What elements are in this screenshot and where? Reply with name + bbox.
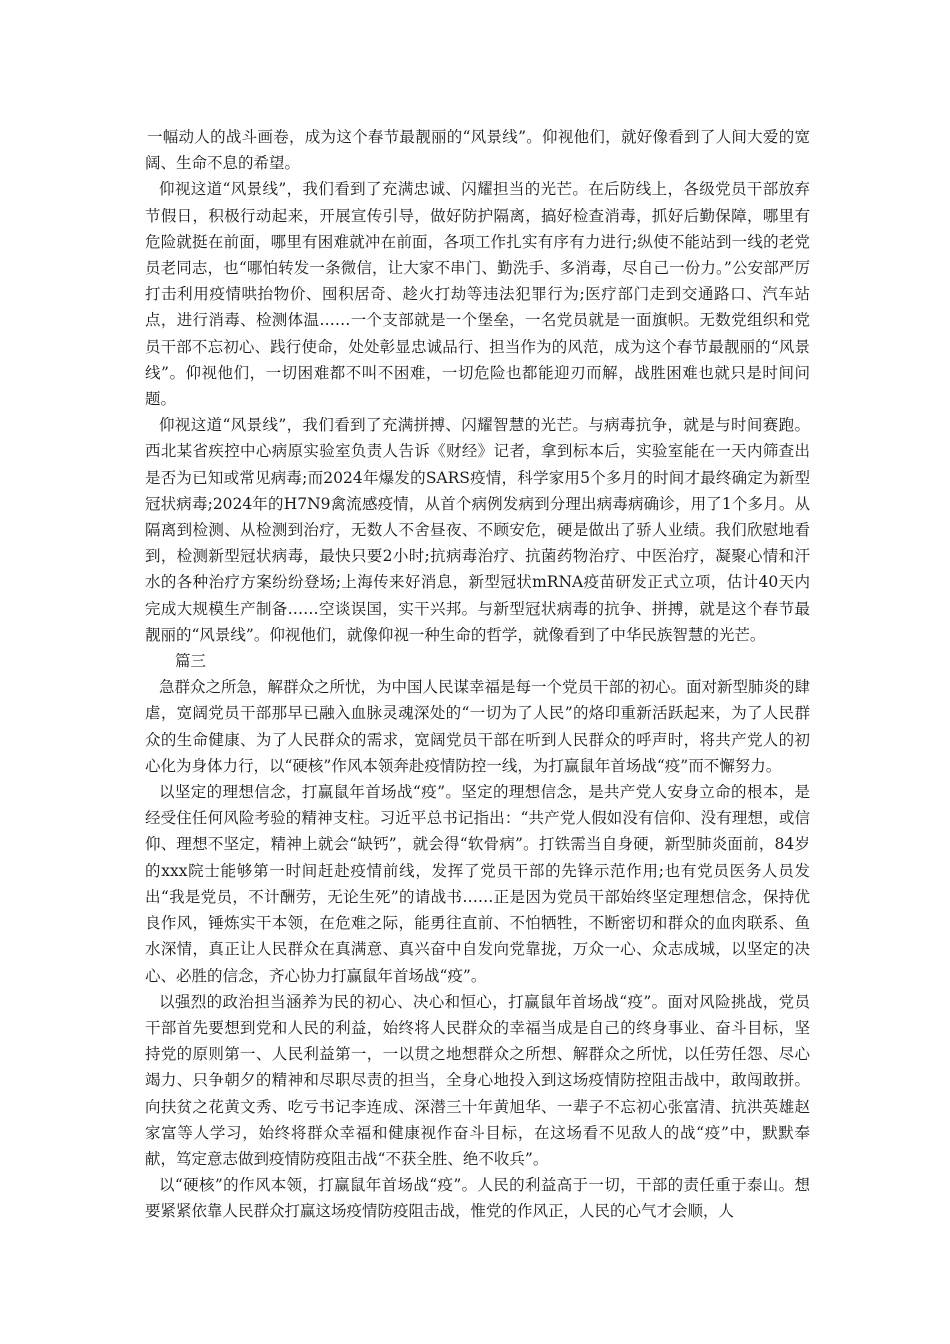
paragraph: 一幅动人的战斗画卷，成为这个春节最靓丽的“风景线”。仰视他们，就好像看到了人间大爱的宽阔、生命不息的希望。 <box>145 128 810 173</box>
paragraph: 以“硬核”的作风本领，打赢鼠年首场战“疫”。人民的利益高于一切，干部的责任重于泰山。想要紧紧依靠人民群众打赢这场疫情防疫阻击战，惟党的作风正，人民的心气才会顺，人 <box>145 1176 810 1221</box>
paragraph: 以坚定的理想信念，打赢鼠年首场战“疫”。坚定的理想信念，是共产党人安身立命的根本，是经受住任何风险考验的精神支柱。习近平总书记指出：“共产党人假如没有信仰、没有理想，或信仰、理想不坚定，精神上就会“缺钙”，就会得“软骨病”。打铁需当自身硬，新型肺炎面前，84岁的xxx院士能够第一时间赶赴疫情前线，发挥了党员干部的先锋示范作用;也有党员医务人员发出“我是党员，不计酬劳，无论生死”的请战书……正是因为党员干部始终坚定理想信念，保持优良作风，锤炼实干本领，在危难之际，能勇往直前、不怕牺牲，不断密切和群众的血肉联系、鱼水深情，真正让人民群众在真满意、真兴奋中自发向党靠拢，万众一心、众志成城，以坚定的决心、必胜的信念，齐心协力打赢鼠年首场战“疫”。 <box>145 783 810 985</box>
paragraph: 以强烈的政治担当涵养为民的初心、决心和恒心，打赢鼠年首场战“疫”。面对风险挑战，党员干部首先要想到党和人民的利益，始终将人民群众的幸福当成是自己的终身事业、奋斗目标，坚持党的原则第一、人民利益第一，一以贯之地想群众之所想、解群众之所忧，以任劳任怨、尽心竭力、只争朝夕的精神和尽职尽责的担当，全身心地投入到这场疫情防控阻击战中，敢闯敢拼。向扶贫之花黄文秀、吃亏书记李连成、深潜三十年黄旭华、一辈子不忘初心张富清、抗洪英雄赵家富等人学习，始终将群众幸福和健康视作奋斗目标，在这场看不见敌人的战“疫”中，默默奉献，笃定意志做到疫情防疫阻击战“不获全胜、绝不收兵”。 <box>145 992 810 1168</box>
paragraph: 仰视这道“风景线”，我们看到了充满忠诚、闪耀担当的光芒。在后防线上，各级党员干部放弃节假日，积极行动起来，开展宣传引导，做好防护隔离，搞好检查消毒，抓好后勤保障，哪里有危险就挺在前面，哪里有困难就冲在前面，各项工作扎实有序有力进行;纵使不能站到一线的老党员老同志，也“哪怕转发一条微信，让大家不串门、勤洗手、多消毒，尽自己一份力。”公安部严厉打击利用疫情哄抬物价、囤积居奇、趁火打劫等违法犯罪行为;医疗部门走到交通路口、汽车站点，进行消毒、检测体温……一个支部就是一个堡垒，一名党员就是一面旗帜。无数党组织和党员干部不忘初心、践行使命，处处彰显忠诚品行、担当作为的风范，成为这个春节最靓丽的“风景线”。仰视他们，一切困难都不叫不困难，一切危险也都能迎刃而解，战胜困难也就只是时间问题。 <box>145 180 810 409</box>
document-body <box>145 124 810 1225</box>
paragraph: 仰视这道“风景线”，我们看到了充满拼搏、闪耀智慧的光芒。与病毒抗争，就是与时间赛跑。西北某省疾控中心病原实验室负责人告诉《财经》记者，拿到标本后，实验室能在一天内筛查出是否为已知或常见病毒;而2024年爆发的SARS疫情，科学家用5个多月的时间才最终确定为新型冠状病毒;2024年的H7N9禽流感疫情，从首个病例发病到分理出病毒病确诊，用了1个多月。从隔离到检测、从检测到治疗，无数人不舍昼夜、不顾安危，硬是做出了骄人业绩。我们欣慰地看到，检测新型冠状病毒，最快只要2小时;抗病毒治疗、抗菌药物治疗、中医治疗，凝聚心情和汗水的各种治疗方案纷纷登场;上海传来好消息，新型冠状mRNA疫苗研发正式立项，估计40天内完成大规模生产制备……空谈误国，实干兴邦。与新型冠状病毒的抗争、拼搏，就是这个春节最靓丽的“风景线”。仰视他们，就像仰视一种生命的哲学，就像看到了中华民族智慧的光芒。 <box>145 416 810 644</box>
section-heading: 篇三 <box>175 652 207 671</box>
paragraph: 急群众之所急，解群众之所忧，为中国人民谋幸福是每一个党员干部的初心。面对新型肺炎的肆虐，宽阔党员干部那早已融入血脉灵魂深处的“一切为了人民”的烙印重新活跃起来，为了人民群众的生命健康、为了人民群众的需求，宽阔党员干部在听到人民群众的呼声时，将共产党人的初心化为身体力行，以“硬核”作风本领奔赴疫情防控一线，为打赢鼠年首场战“疫”而不懈努力。 <box>145 678 811 775</box>
